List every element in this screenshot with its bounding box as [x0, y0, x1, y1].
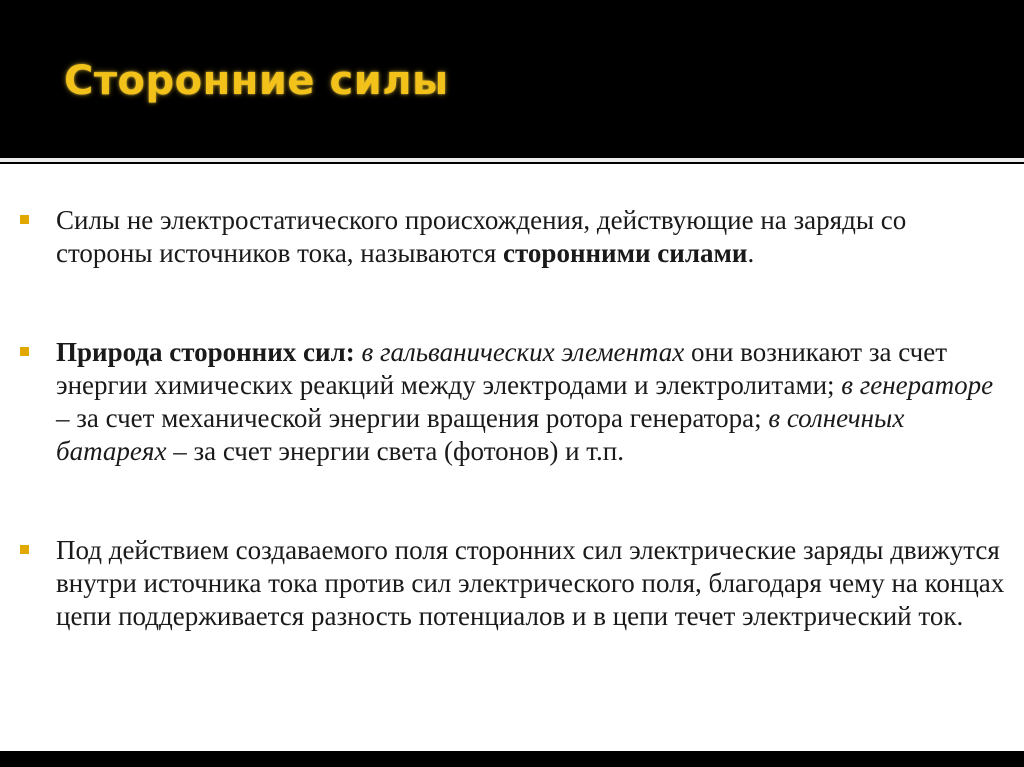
bullet-item: [56, 336, 1006, 468]
bullet-item: [56, 204, 1006, 270]
bottom-band: [0, 751, 1024, 767]
bullet-term-italic: в генераторе: [841, 370, 994, 400]
bullet-heading-bold: Природа сторонних сил:: [56, 337, 355, 367]
bullet-term-italic: в гальванических элементах: [361, 337, 685, 367]
title-bar: [0, 0, 1024, 158]
bullet-term-bold: сторонними силами: [503, 238, 748, 268]
bullet-text-run: – за счет механической энергии вращения ротора генератора;: [56, 403, 769, 433]
bullet-marker-icon: [20, 545, 29, 554]
bullet-item: [56, 534, 1006, 633]
bullet-text-run: они возникают за счет энергии химических реакций между электродами и электролитами;: [56, 337, 948, 400]
title-divider: [0, 158, 1024, 162]
bullet-marker-icon: [20, 347, 29, 356]
bullet-text-run: – за счет энергии света (фотонов) и т.п.: [166, 436, 624, 466]
bullet-marker-icon: [20, 215, 29, 224]
bullet-text-run: Под действием создаваемого поля сторонних сил электрические заряды движутся внутри источника тока против сил электрического поля, благодаря чему на концах цепи поддерживается разность потенциалов и в цепи течет электрический ток.: [56, 535, 1005, 631]
bullet-term-italic: в солнечных батареях: [56, 403, 905, 466]
bullet-text-run: .: [747, 238, 755, 268]
bullet-text-run: Силы не электростатического происхождения, действующие на заряды со стороны источников тока, называются: [56, 205, 907, 268]
slide-title: Сторонние силы: [64, 58, 449, 104]
